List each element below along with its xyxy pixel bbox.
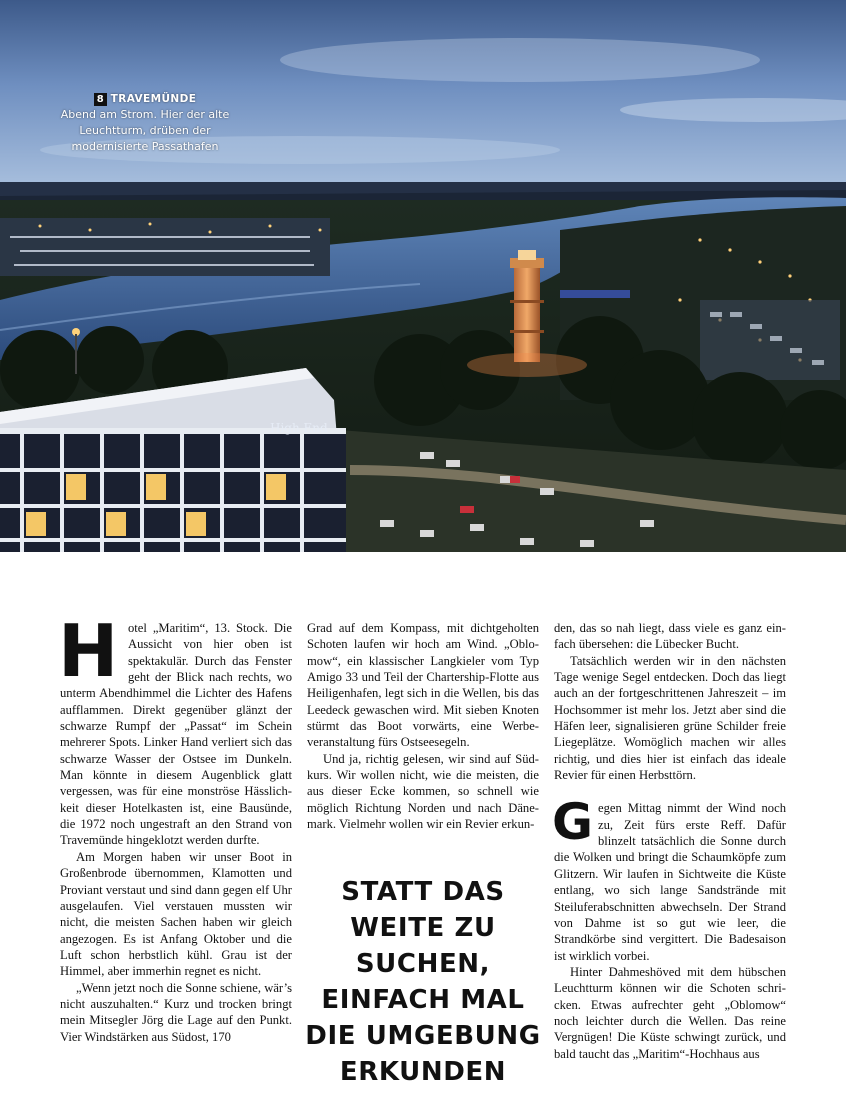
caption-place: TRAVEMÜNDE: [110, 93, 197, 105]
drop-cap-h: H: [58, 609, 119, 693]
paragraph-6: den, das so nah liegt, dass viele es ganz einfach übersehen: die Lübecker Bucht.: [554, 621, 786, 652]
paragraph-2: Am Morgen haben wir unser Boot in Großenbrode übernommen, Klamotten und Proviant verstaut und sind dann gegen elf Uhr ausgelaufen. Viel verstauen mussten wir nicht, die meisten Sachen haben wir gleich angezogen. Es ist Anfang Oktober und die Luft schon herbstlich kühl. Grau ist der Himmel, aber immerhin regnet es nicht.: [60, 849, 292, 979]
paragraph-1: otel „Maritim“, 13. Stock. Die Aussicht von hier oben ist spektakulär. Durch das Fenster geht der Blick nach rechts, wo unterm Abendhimmel die Lichter des Hafens aufflammen. Direkt gegenüber glänzt der schwarze Rumpf der „Passat“ im Schein mehrerer Spots. Linker Hand verliert sich das schwarze Wasser der Ostsee im Dunkeln. Man könnte in diesem Augenblick glatt vergessen, was für eine monströse Hässlichkeit dieser Hotelkasten ist, eine Bausünde, die 1972 noch ungestraft an den Strand von Travemünde hingeklotzt werden durfte.: [60, 621, 292, 848]
article-column-2: [307, 620, 539, 832]
paragraph-9: Hinter Dahmeshöved mit dem hübschen Leuchtturm können wir die Schoten schricken. Etwas aufrechter geht „Oblomow“ noch leichter durch die Wellen. Das reine Vergnügen! Die Küste schwingt zurück, und bald taucht das „Maritim“-Hochhaus aus: [554, 964, 786, 1061]
article-column-3: [554, 620, 786, 1062]
pull-quote: STATT DAS WEITE ZU SUCHEN, EINFACH MAL DIE UMGEBUNG ERKUNDEN: [305, 877, 541, 1087]
paragraph-7: Tatsächlich werden wir in den nächsten Tage wenige Segel entdecken. Doch das liegt auch an der fortgeschrittenen Jahreszeit – im Hochsommer ist mehr los. Jetzt aber sind die Häfen leer, signalisieren grüne Schilder freie Liegeplätze. Womöglich machen wir alles richtig, und dies hier ist einfach das ideale Revier für einen Herbsttörn.: [554, 653, 786, 783]
photo-caption: [60, 91, 230, 155]
article-column-1: [58, 609, 292, 1045]
caption-text: Abend am Strom. Hier der alte Leuchtturm, drüben der modernisierte Passathafen: [60, 108, 230, 153]
hotel-sign: High End: [270, 421, 328, 435]
caption-number: 8: [94, 93, 107, 106]
paragraph-3: „Wenn jetzt noch die Sonne schiene, wär’s nicht auszuhalten.“ Kurz und trocken bringt mein Mitsegler Jörg die Lage auf den Punkt. Vier Windstärken aus Südost, 170: [60, 980, 292, 1044]
paragraph-4: Grad auf dem Kompass, mit dichtgeholten Schoten laufen wir hoch am Wind. „Oblomow“, ein klassischer Langkieler vom Typ Amigo 33 und Teil der Chartership-Flotte aus Heiligenhafen, legt sich in die Wellen, bis das Leedeck gewaschen wird. Mit sieben Knoten stürmt das Boot vorwärts, eine Werbeveranstaltung fürs Ostseesegeln.: [307, 621, 539, 750]
paragraph-8: egen Mittag nimmt der Wind noch zu, Zeit fürs erste Reff. Dafür blinzelt tatsächlich die Sonne durch die Wolken und bringt die Schaumköpfe zum Glitzern. Wir laufen in Sichtweite die Küste entlang, wo sich lange Sandstrände mit Steiluferabschnitten abwechseln. Der Strand von Dahme ist so gut wie leer, die Strandkörbe sind vergittert. Die Badesaison ist wirklich vorbei.: [554, 801, 786, 963]
drop-cap-g: G: [552, 793, 594, 852]
paragraph-5: Und ja, richtig gelesen, wir sind auf Südkurs. Wir wollen nicht, wie die meisten, die aus dieser Ecke kommen, so schnell wie möglich Richtung Norden und nach Dänemark. Vielmehr wollen wir ein Revier erkun-: [307, 751, 539, 832]
